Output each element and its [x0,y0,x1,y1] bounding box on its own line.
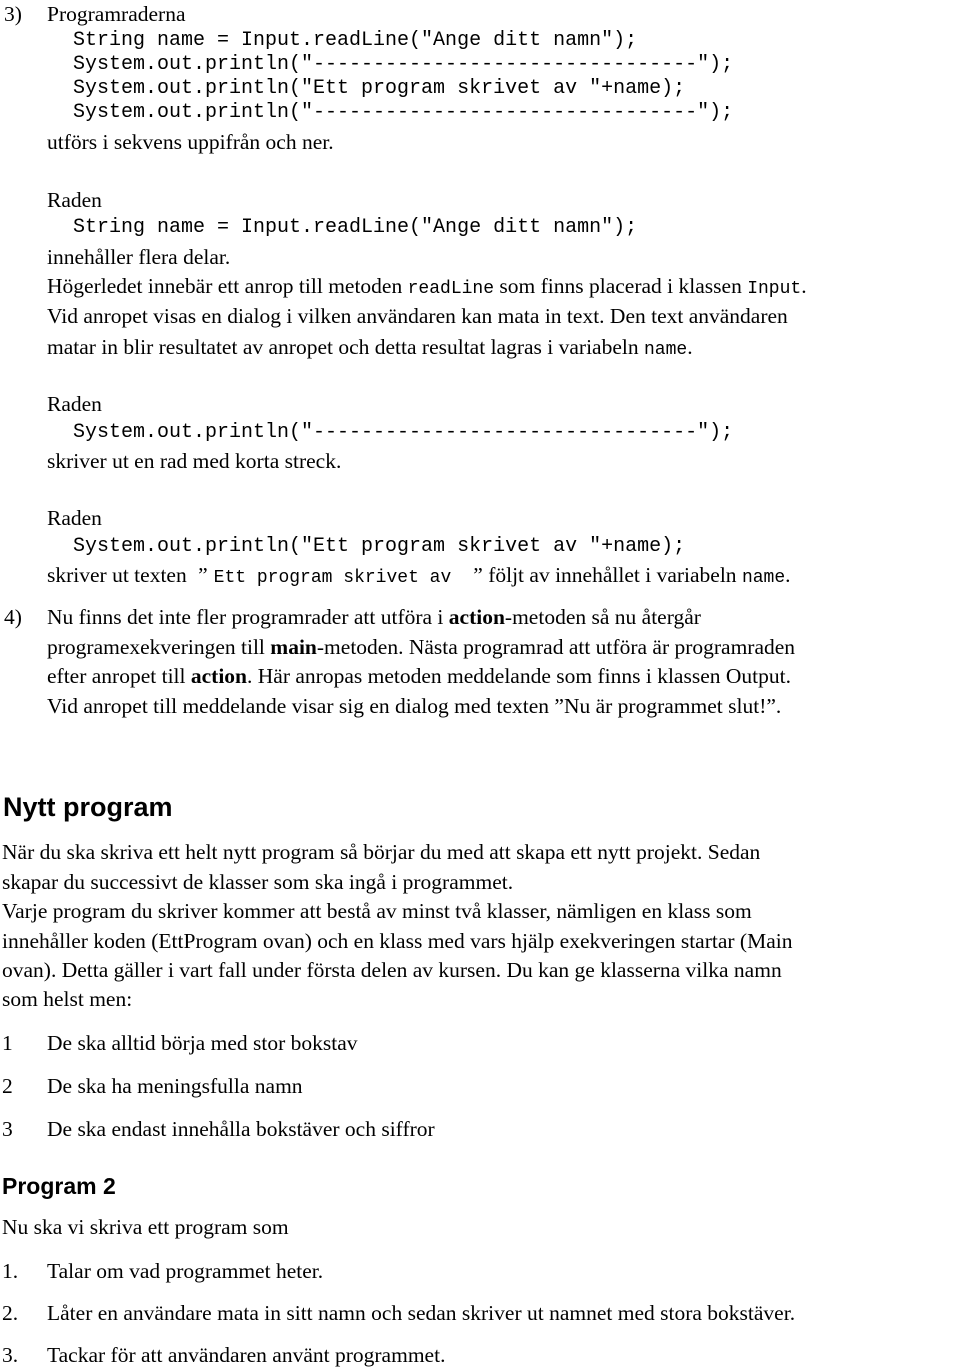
paragraph-line: Vid anropet visas en dialog i vilken användaren kan mata in text. Den text användaren [47,304,788,328]
inline-code: Input [747,279,802,299]
section-heading: Nytt program [3,792,173,822]
rule-number: 2 [2,1074,13,1098]
code-line: System.out.println("--------------------------------"); [73,421,734,444]
paragraph-line: ovan). Detta gäller i vart fall under första delen av kursen. Du kan ge klasserna vilka namn [2,958,782,982]
item4-number: 4) [4,605,22,629]
section-heading: Program 2 [2,1173,116,1199]
paragraph-line: efter anropet till action. Här anropas metoden meddelande som finns i klassen Output. [47,664,791,688]
inline-code: readLine [407,279,495,299]
paragraph-line: matar in blir resultatet av anropet och detta resultat lagras i variabeln name. [47,335,693,360]
paragraph-line: skapar du successivt de klasser som ska ingå i programmet. [2,870,514,894]
step-text: Talar om vad programmet heter. [47,1259,324,1283]
rule-text: De ska alltid börja med stor bokstav [47,1031,358,1055]
rule-text: De ska ha meningsfulla namn [47,1074,303,1098]
paragraph-line: Vid anropet till meddelande visar sig en dialog med texten ”Nu är programmet slut!”. [47,694,782,718]
rule-number: 1 [2,1031,13,1055]
inline-code: name [741,568,786,588]
paragraph-line: Varje program du skriver kommer att bestå av minst två klasser, nämligen en klass som [2,899,752,923]
code-line: String name = Input.readLine("Ange ditt namn"); [73,29,638,52]
code-line: System.out.println("--------------------------------"); [73,101,734,124]
step-number: 3. [2,1343,19,1367]
paragraph-line: innehåller koden (EttProgram ovan) och en klass med vars hjälp exekveringen startar (Main [2,929,793,953]
paragraph-line: innehåller flera delar. [47,245,231,269]
paragraph-line: Högerledet innebär ett anrop till metoden readLine som finns placerad i klassen Input. [47,274,807,299]
raden-label: Raden [47,506,102,530]
paragraph-line: skriver ut texten ” Ett program skrivet av ” följt av innehållet i variabeln name. [47,563,791,588]
code-line: String name = Input.readLine("Ange ditt namn"); [73,216,638,239]
code-line: System.out.println("--------------------------------"); [73,53,734,76]
rule-text: De ska endast innehålla bokstäver och siffror [47,1117,435,1141]
executed-text: utförs i sekvens uppifrån och ner. [47,130,334,154]
item3-heading: Programraderna [47,2,186,26]
rule-number: 3 [2,1117,13,1141]
step-text: Tackar för att användaren använt programmet. [47,1343,446,1367]
item3-number: 3) [4,2,22,26]
paragraph-line: programexekveringen till main-metoden. Nästa programrad att utföra är programraden [47,635,796,659]
raden-label: Raden [47,392,102,416]
code-line: System.out.println("Ett program skrivet av "+name); [73,77,686,100]
raden-label: Raden [47,188,102,212]
step-number: 1. [2,1259,19,1283]
inline-code: name [643,340,688,360]
paragraph-line: skriver ut en rad med korta streck. [47,449,342,473]
step-text: Låter en användare mata in sitt namn och sedan skriver ut namnet med stora bokstäver. [47,1301,796,1325]
paragraph-line: Nu finns det inte fler programrader att utföra i action-metoden så nu återgår [47,605,701,629]
code-line: System.out.println("Ett program skrivet av "+name); [73,535,686,558]
paragraph-line: Nu ska vi skriva ett program som [2,1215,289,1239]
step-number: 2. [2,1301,19,1325]
paragraph-line: som helst men: [2,987,133,1011]
paragraph-line: När du ska skriva ett helt nytt program så börjar du med att skapa ett nytt projekt. Sedan [2,840,761,864]
inline-code: Ett program skrivet av [213,568,452,588]
